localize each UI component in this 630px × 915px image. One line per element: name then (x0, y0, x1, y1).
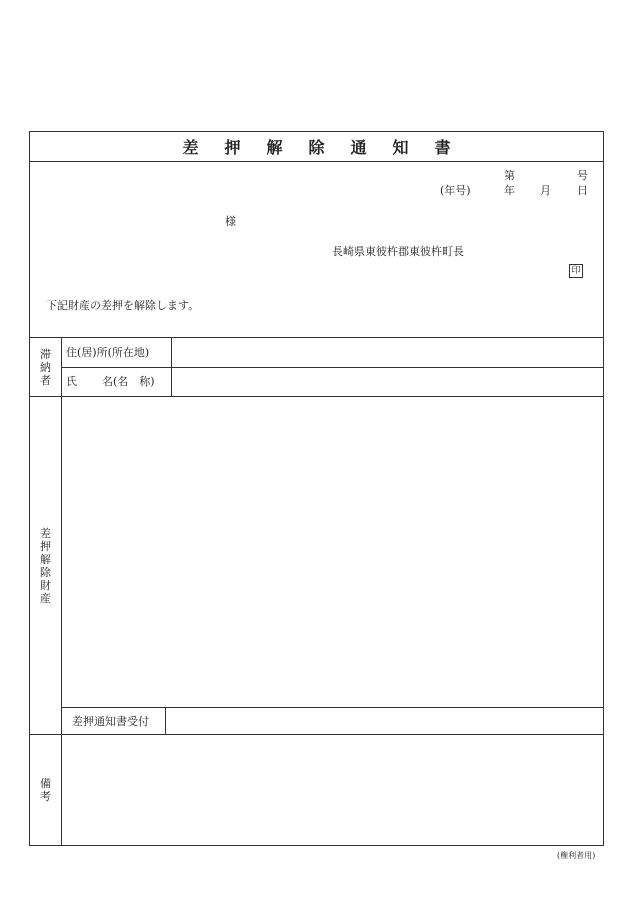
remarks-field[interactable] (62, 735, 603, 845)
form-border-bottom (29, 845, 604, 846)
remarks-label-char: 備 (40, 777, 51, 790)
era-label: (年号) (440, 184, 471, 197)
property-label-char: 除 (40, 565, 51, 579)
title-divider (29, 161, 604, 162)
document-title: 差押解除通知書 (182, 137, 477, 157)
form-border-right (603, 131, 604, 846)
taxpayer-label (30, 338, 61, 396)
address-label: 住(居)所(所在地) (66, 346, 150, 359)
day-label: 日 (577, 184, 588, 197)
name-label-first: 氏 (66, 375, 77, 388)
addressee-honorific: 様 (225, 215, 236, 228)
taxpayer-label-char: 者 (40, 373, 51, 387)
year-label: 年 (504, 184, 515, 197)
property-label-char: 差 (40, 526, 51, 540)
receipt-field[interactable] (166, 708, 603, 734)
name-field[interactable] (172, 368, 603, 396)
number-prefix: 第 (504, 169, 515, 182)
property-label-char: 産 (40, 591, 51, 605)
release-statement: 下記財産の差押を解除します。 (46, 299, 200, 312)
name-label-second: 名(名 称) (102, 375, 155, 388)
property-label (30, 397, 61, 734)
property-label-char: 押 (40, 539, 51, 553)
remarks-label (30, 735, 61, 845)
receipt-label: 差押通知書受付 (72, 715, 149, 728)
issuer-name: 長崎県東彼杵郡東彼杵町長 (332, 245, 464, 258)
property-details-field[interactable] (62, 397, 603, 707)
taxpayer-label-char: 納 (40, 360, 51, 374)
property-label-char: 財 (40, 578, 51, 592)
property-label-char: 解 (40, 552, 51, 566)
seal-mark: 印 (569, 264, 583, 278)
month-label: 月 (540, 184, 551, 197)
number-suffix: 号 (577, 169, 588, 182)
remarks-label-char: 考 (40, 790, 51, 803)
copy-designation: (権利者用) (557, 851, 596, 860)
address-field[interactable] (172, 338, 603, 367)
taxpayer-label-char: 滞 (40, 347, 51, 361)
